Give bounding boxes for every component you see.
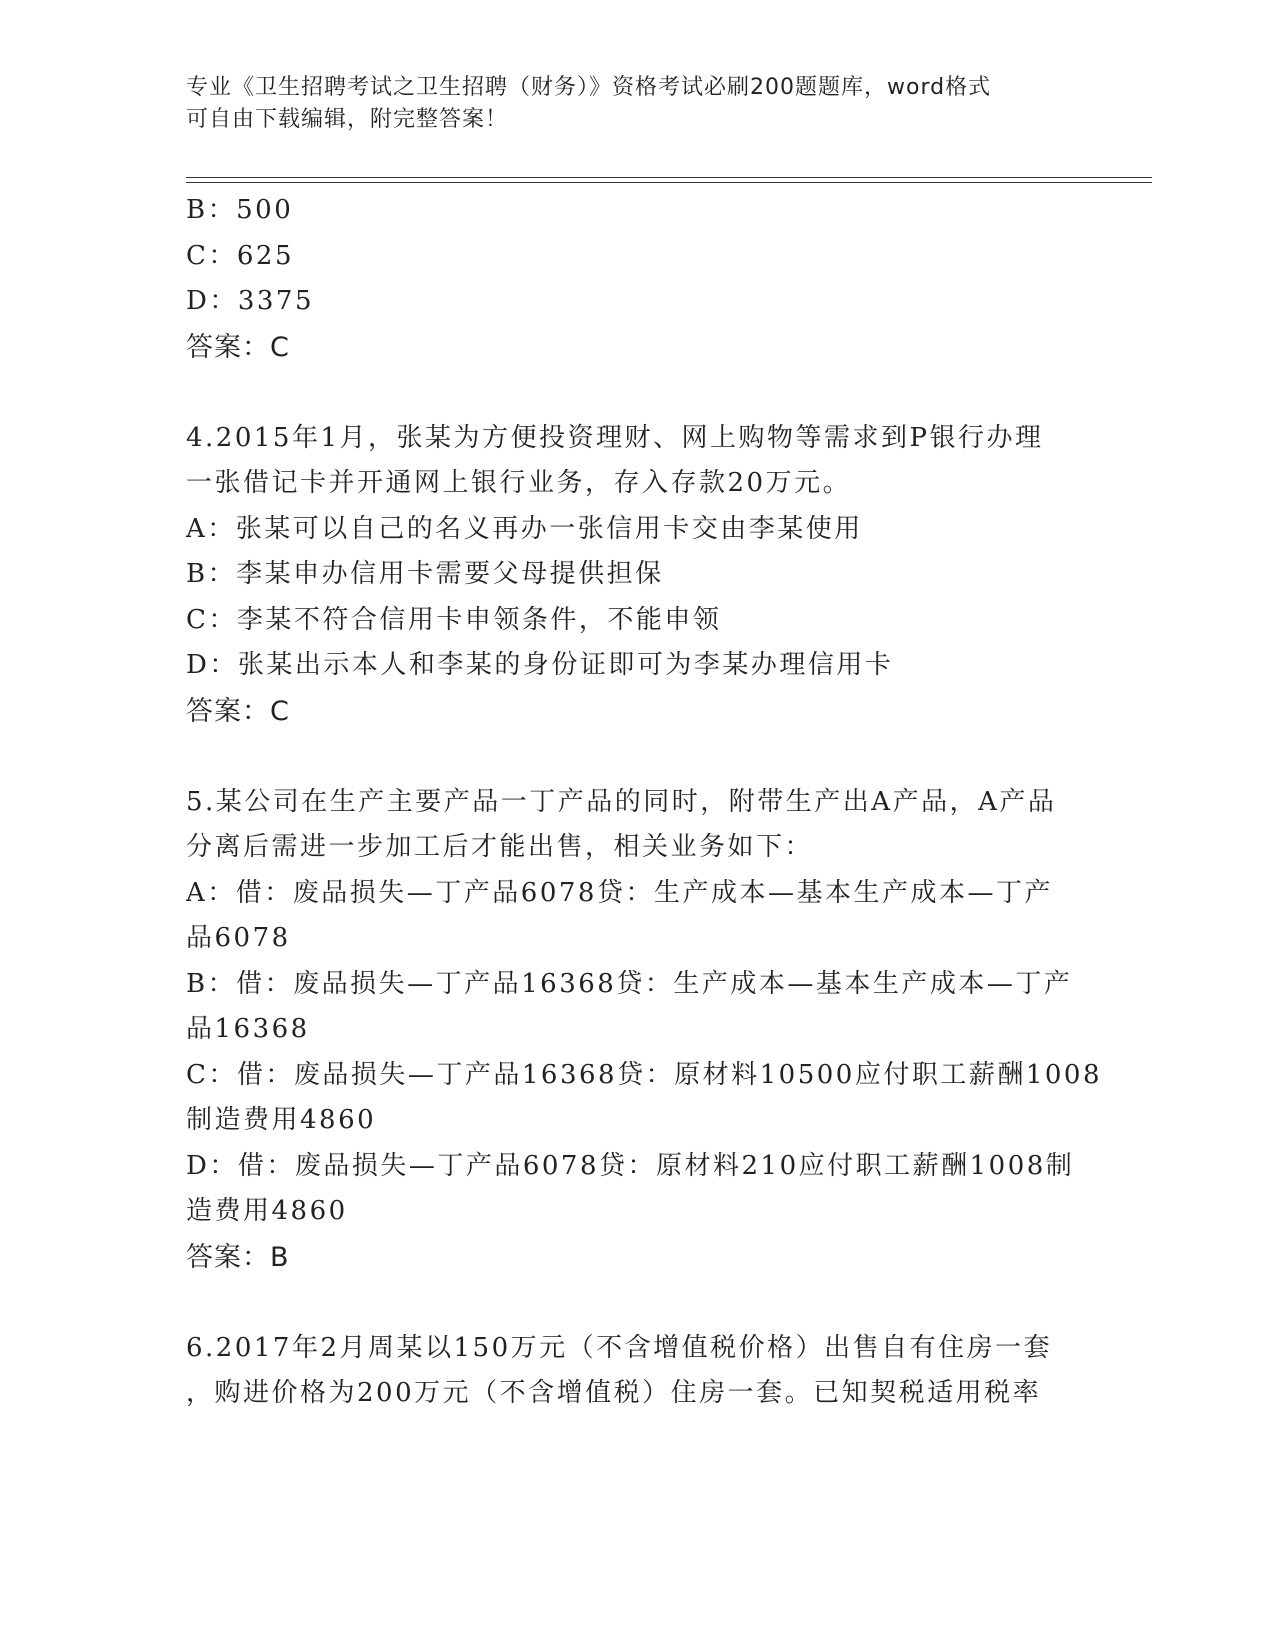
question-4 (186, 416, 1086, 735)
q5-option-c-line-1: C：借：废品损失—丁产品16368贷：原材料10500应付职工薪酬1008 (186, 1059, 1102, 1090)
q4-option-b: B：李某申办信用卡需要父母提供担保 (186, 559, 664, 589)
header-line-1: 专业《卫生招聘考试之卫生招聘（财务）》资格考试必刷200题题库，word格式 (186, 75, 992, 100)
q5-option-a-line-2: 品6078 (186, 923, 291, 953)
q4-option-c: C：李某不符合信用卡申领条件，不能申领 (186, 604, 722, 635)
question-3-continued (186, 188, 1086, 370)
q5-option-b-line-1: B：借：废品损失—丁产品16368贷：生产成本—基本生产成本—丁产 (186, 968, 1073, 999)
q5-option-d-line-1: D：借：废品损失—丁产品6078贷：原材料210应付职工薪酬1008制 (186, 1150, 1075, 1181)
q5-option-b-line-2: 品16368 (186, 1014, 310, 1044)
q5-stem-line-1: 5.某公司在生产主要产品一丁产品的同时，附带生产出A产品，A产品 (186, 786, 1057, 817)
q4-option-a: A：张某可以自己的名义再办一张信用卡交由李某使用 (186, 513, 863, 544)
header-divider (186, 177, 1152, 183)
q5-answer: 答案：B (186, 1241, 290, 1273)
question-5 (186, 780, 1102, 1281)
q4-stem-line-2: 一张借记卡并开通网上银行业务，存入存款20万元。 (186, 468, 852, 498)
q3-option-d: D：3375 (186, 286, 315, 316)
question-6 (186, 1326, 1086, 1417)
q4-stem-line-1: 4.2015年1月，张某为方便投资理财、网上购物等需求到P银行办理 (186, 422, 1044, 453)
q3-option-c: C：625 (186, 240, 295, 271)
spacer (186, 1280, 1086, 1326)
q4-answer: 答案：C (186, 695, 290, 727)
q6-stem-line-1: 6.2017年2月周某以150万元（不含增值税价格）出售自有住房一套 (186, 1332, 1053, 1363)
q3-answer: 答案：C (186, 331, 290, 363)
header-line-2: 可自由下载编辑，附完整答案！ (186, 107, 509, 132)
q3-option-b: B：500 (186, 195, 294, 225)
q5-option-d-line-2: 造费用4860 (186, 1196, 348, 1226)
document-body (186, 188, 1102, 1417)
q5-option-a-line-1: A：借：废品损失—丁产品6078贷：生产成本—基本生产成本—丁产 (186, 877, 1053, 908)
q5-stem-line-2: 分离后需进一步加工后才能出售，相关业务如下： (186, 832, 814, 862)
document-header (186, 72, 1066, 136)
q4-option-d: D：张某出示本人和李某的身份证即可为李某办理信用卡 (186, 650, 894, 680)
q6-stem-line-2: ，购进价格为200万元（不含增值税）住房一套。已知契税适用税率 (186, 1378, 1042, 1408)
q5-option-c-line-2: 制造费用4860 (186, 1105, 377, 1135)
spacer (186, 370, 1086, 416)
spacer (186, 734, 1086, 780)
